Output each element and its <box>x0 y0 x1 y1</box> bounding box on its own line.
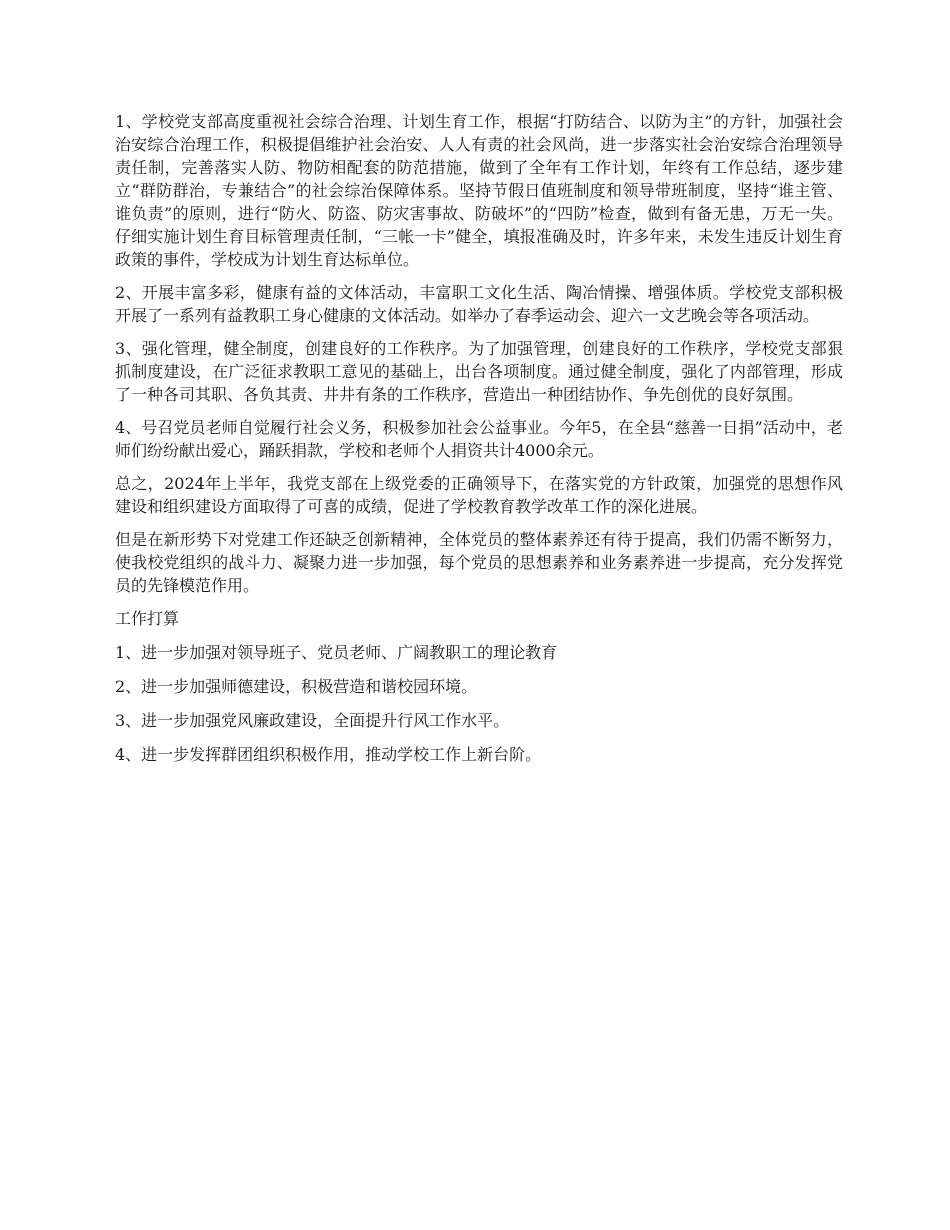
paragraph-shortcomings: 但是在新形势下对党建工作还缺乏创新精神，全体党员的整体素养还有待于提高，我们仍需不断努力，使我校党组织的战斗力、凝聚力进一步加强，每个党员的思想素养和业务素养进一步提高，充分发挥党员的先锋模范作用。 <box>115 530 843 595</box>
paragraph-management-system: 3、强化管理，健全制度，创建良好的工作秩序。为了加强管理，创建良好的工作秩序，学校党支部狠抓制度建设，在广泛征求教职工意见的基础上，出台各项制度。通过健全制度，强化了内部管理，形成了一种各司其职、各负其责、井井有条的工作秩序，营造出一种团结协作、争先创优的良好氛围。 <box>115 339 843 404</box>
plan-item-party-integrity: 3、进一步加强党风廉政建设，全面提升行风工作水平。 <box>115 711 510 730</box>
plan-heading: 工作打算 <box>115 609 180 628</box>
plan-item-teacher-ethics: 2、进一步加强师德建设，积极营造和谐校园环境。 <box>115 677 478 696</box>
plan-item-theory-education: 1、进一步加强对领导班子、党员老师、广阔教职工的理论教育 <box>115 643 558 662</box>
plan-item-mass-organizations: 4、进一步发挥群团组织积极作用，推动学校工作上新台阶。 <box>115 745 542 764</box>
paragraph-public-welfare: 4、号召党员老师自觉履行社会义务，积极参加社会公益事业。今年5，在全县“慈善一日捐”活动中，老师们纷纷献出爱心，踊跃捐款，学校和老师个人捐资共计4000余元。 <box>115 418 843 460</box>
paragraph-cultural-activities: 2、开展丰富多彩，健康有益的文体活动，丰富职工文化生活、陶冶情操、增强体质。学校党支部积极开展了一系列有益教职工身心健康的文体活动。如举办了春季运动会、迎六一文艺晚会等各项活动。 <box>115 283 843 325</box>
document-body <box>115 110 843 777</box>
paragraph-social-governance: 1、学校党支部高度重视社会综合治理、计划生育工作，根据“打防结合、以防为主”的方针，加强社会治安综合治理工作，积极提倡维护社会治安、人人有责的社会风尚，进一步落实社会治安综合治理领导责任制，完善落实人防、物防相配套的防范措施，做到了全年有工作计划，年终有工作总结，逐步建立“群防群治，专兼结合”的社会综治保障体系。坚持节假日值班制度和领导带班制度，坚持“谁主管、谁负责”的原则，进行“防火、防盗、防灾害事故、防破坏”的“四防”检查，做到有备无患，万无一失。仔细实施计划生育目标管理责任制，“三帐一卡”健全，填报准确及时，许多年来，未发生违反计划生育政策的事件，学校成为计划生育达标单位。 <box>115 112 843 269</box>
paragraph-summary: 总之，2024年上半年，我党支部在上级党委的正确领导下，在落实党的方针政策，加强党的思想作风建设和组织建设方面取得了可喜的成绩，促进了学校教育教学改革工作的深化进展。 <box>115 474 843 516</box>
